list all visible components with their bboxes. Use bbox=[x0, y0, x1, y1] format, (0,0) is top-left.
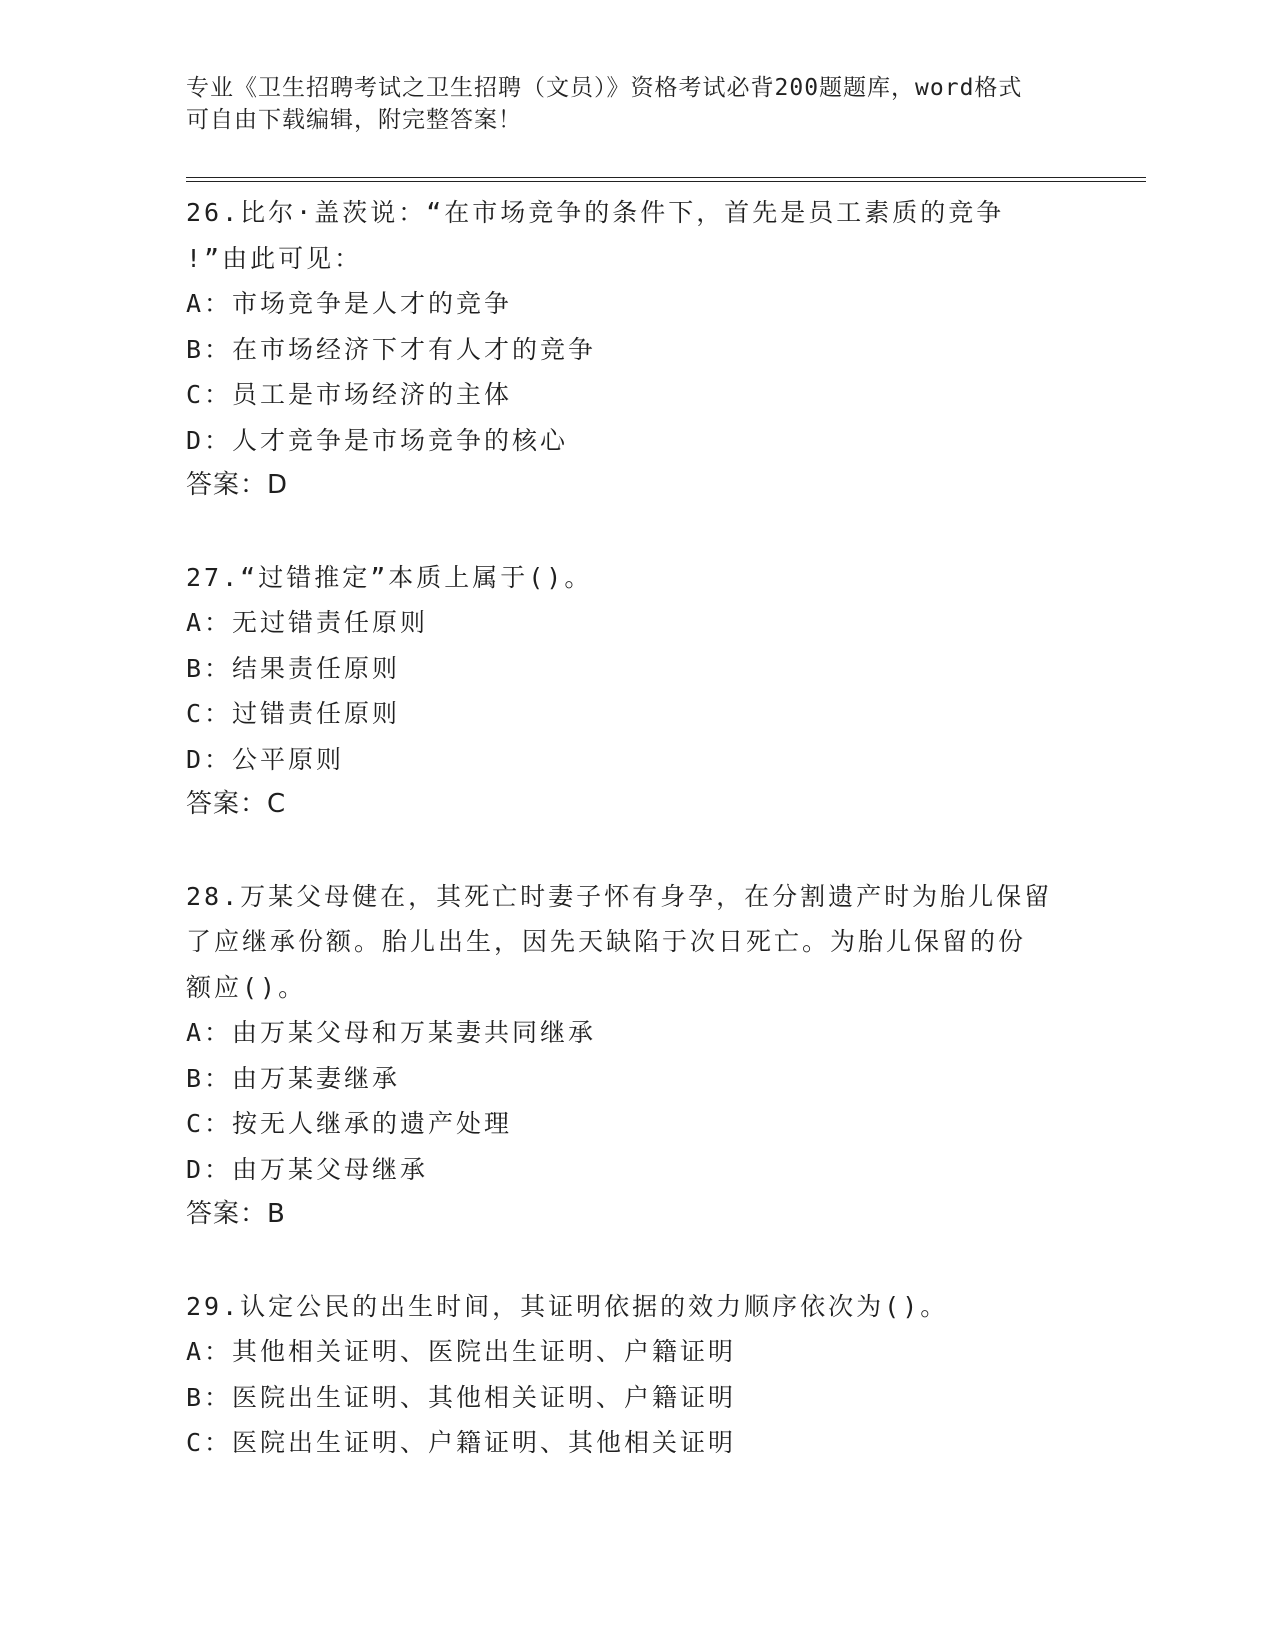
question-stem: !”由此可见： bbox=[186, 243, 363, 273]
option-d: D：人才竞争是市场竞争的核心 bbox=[186, 425, 569, 455]
option-c: C：按无人继承的遗产处理 bbox=[186, 1109, 513, 1138]
question-stem: 29.认定公民的出生时间，其证明依据的效力顺序依次为()。 bbox=[186, 1291, 949, 1321]
header-divider-top bbox=[186, 177, 1146, 178]
option-d: D：公平原则 bbox=[186, 744, 345, 774]
option-a: A：无过错责任原则 bbox=[186, 608, 429, 637]
header-line-1: 专业《卫生招聘考试之卫生招聘（文员）》资格考试必背200题题库，word格式 bbox=[186, 75, 1023, 101]
header-line-2: 可自由下载编辑，附完整答案！ bbox=[186, 107, 522, 133]
answer: 答案：D bbox=[186, 470, 289, 500]
question-stem: 26.比尔·盖茨说：“在市场竞争的条件下，首先是员工素质的竞争 bbox=[186, 198, 1005, 227]
option-a: A：其他相关证明、医院出生证明、户籍证明 bbox=[186, 1337, 737, 1366]
question-27 bbox=[186, 555, 1086, 828]
option-a: A：由万某父母和万某妻共同继承 bbox=[186, 1018, 597, 1047]
option-a: A：市场竞争是人才的竞争 bbox=[186, 289, 513, 318]
question-list bbox=[186, 190, 1086, 1512]
option-b: B：由万某妻继承 bbox=[186, 1063, 401, 1093]
option-c: C：医院出生证明、户籍证明、其他相关证明 bbox=[186, 1428, 737, 1457]
option-c: C：员工是市场经济的主体 bbox=[186, 380, 513, 409]
option-d: D：由万某父母继承 bbox=[186, 1154, 429, 1184]
question-stem: 额应()。 bbox=[186, 972, 307, 1002]
question-stem: 28.万某父母健在，其死亡时妻子怀有身孕，在分割遗产时为胎儿保留 bbox=[186, 881, 1053, 911]
answer: 答案：C bbox=[186, 789, 287, 819]
option-b: B：结果责任原则 bbox=[186, 653, 401, 683]
document-header bbox=[186, 72, 1086, 136]
question-26 bbox=[186, 190, 1086, 509]
option-b: B：在市场经济下才有人才的竞争 bbox=[186, 334, 597, 364]
option-c: C：过错责任原则 bbox=[186, 699, 401, 728]
header-divider-bottom bbox=[186, 181, 1146, 182]
question-stem: 27.“过错推定”本质上属于()。 bbox=[186, 562, 593, 592]
question-28 bbox=[186, 874, 1086, 1238]
question-stem: 了应继承份额。胎儿出生，因先天缺陷于次日死亡。为胎儿保留的份 bbox=[186, 927, 1027, 956]
question-29 bbox=[186, 1284, 1086, 1466]
answer: 答案：B bbox=[186, 1199, 286, 1229]
option-b: B：医院出生证明、其他相关证明、户籍证明 bbox=[186, 1382, 737, 1412]
